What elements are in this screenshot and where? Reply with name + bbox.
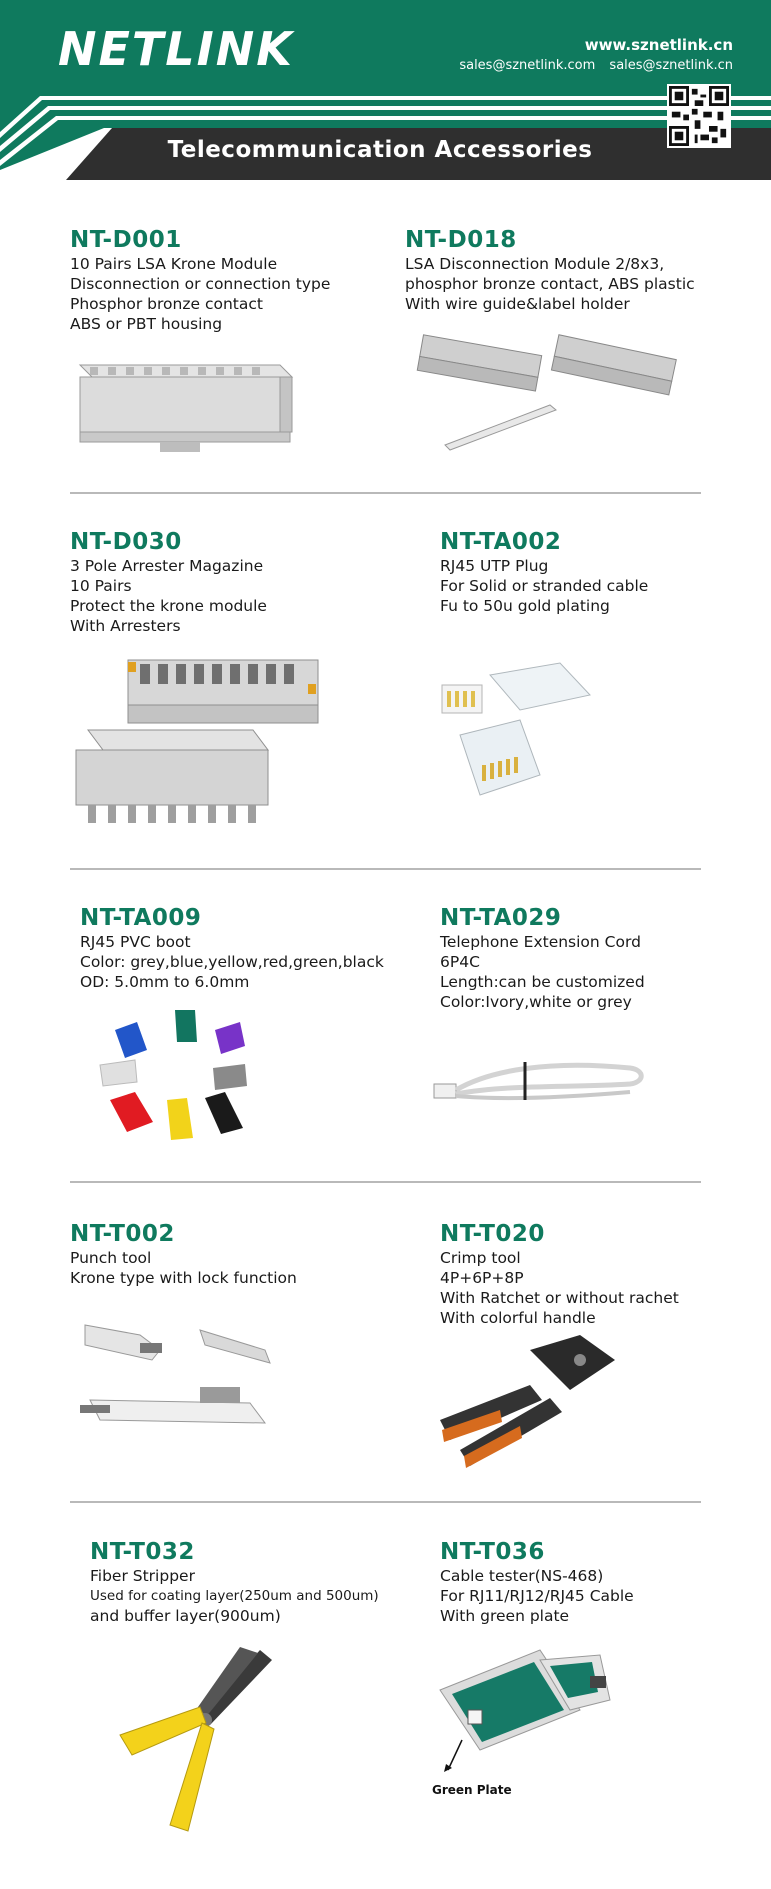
product-line: Fu to 50u gold plating [440,597,610,615]
product-nt-t036 [440,1538,634,1626]
product-line: Telephone Extension Cord [440,933,641,951]
disconnection-module-image [400,330,700,460]
product-nt-ta029 [440,904,645,1012]
product-line: With Ratchet or without rachet [440,1289,679,1307]
rj45-plug-image [430,655,600,805]
product-line: phosphor bronze contact, ABS plastic [405,275,695,293]
product-line: Used for coating layer(250um and 500um) [90,1588,379,1604]
product-line: 10 Pairs [70,577,132,595]
product-code: NT-T032 [90,1539,195,1565]
product-nt-d001 [70,226,330,334]
product-line: Length:can be customized [440,973,645,991]
section-divider [70,1181,701,1183]
product-code: NT-D030 [70,529,182,555]
email-contacts [449,58,733,73]
product-line: With green plate [440,1607,570,1625]
product-nt-t032 [90,1538,379,1626]
product-line: Disconnection or connection type [70,275,331,293]
product-line: Krone type with lock function [70,1269,297,1287]
section-divider [70,868,701,870]
product-line: Punch tool [70,1249,152,1267]
product-line: RJ45 PVC boot [80,933,191,951]
product-line: OD: 5.0mm to 6.0mm [80,973,250,991]
section-divider [70,492,701,494]
product-line: For RJ11/RJ12/RJ45 Cable [440,1587,634,1605]
product-code: NT-TA029 [440,905,562,931]
krone-module-image [70,345,300,455]
product-line: 3 Pole Arrester Magazine [70,557,264,575]
cable-tester-image [430,1640,630,1790]
product-code: NT-TA009 [80,905,202,931]
product-line: Color: grey,blue,yellow,red,green,black [80,953,384,971]
email-2[interactable]: sales@sznetlink.cn [609,58,733,73]
product-code: NT-TA002 [440,529,562,555]
product-line: LSA Disconnection Module 2/8x3, [405,255,665,273]
product-line: and buffer layer(900um) [90,1607,281,1625]
product-line: Protect the krone module [70,597,267,615]
product-line: 4P+6P+8P [440,1269,524,1287]
product-line: Color:Ivory,white or grey [440,993,632,1011]
product-line: Crimp tool [440,1249,521,1267]
website-url[interactable]: www.sznetlink.cn [584,36,733,54]
punch-tool-image [80,1305,290,1455]
product-nt-d018 [405,226,695,314]
product-nt-ta002 [440,528,648,616]
header-banner [0,0,771,180]
product-nt-d030 [70,528,267,636]
product-code: NT-D001 [70,227,182,253]
product-nt-ta009 [80,904,384,992]
product-code: NT-T002 [70,1221,175,1247]
telephone-cord-image [430,1040,660,1120]
product-code: NT-T020 [440,1221,545,1247]
email-1[interactable]: sales@sznetlink.com [459,58,596,73]
product-line: With wire guide&label holder [405,295,630,313]
product-line: With colorful handle [440,1309,596,1327]
product-line: Cable tester(NS-468) [440,1567,604,1585]
product-line: Phosphor bronze contact [70,295,263,313]
product-line: With Arresters [70,617,181,635]
arrester-magazine-image [68,650,328,840]
fiber-stripper-image [110,1645,280,1835]
green-plate-callout: Green Plate [432,1783,512,1797]
product-line: For Solid or stranded cable [440,577,649,595]
qr-code-icon [667,84,731,148]
section-divider [70,1501,701,1503]
page-title: Telecommunication Accessories [167,137,593,163]
crimp-tool-image [430,1330,630,1470]
product-line: 6P4C [440,953,480,971]
product-nt-t002 [70,1220,297,1288]
product-line: Fiber Stripper [90,1567,195,1585]
product-code: NT-T036 [440,1539,545,1565]
product-code: NT-D018 [405,227,517,253]
brand-logo: NETLINK [58,22,294,76]
product-line: RJ45 UTP Plug [440,557,549,575]
product-nt-t020 [440,1220,679,1328]
product-line: ABS or PBT housing [70,315,223,333]
rj45-boots-image [95,1000,285,1160]
product-line: 10 Pairs LSA Krone Module [70,255,278,273]
